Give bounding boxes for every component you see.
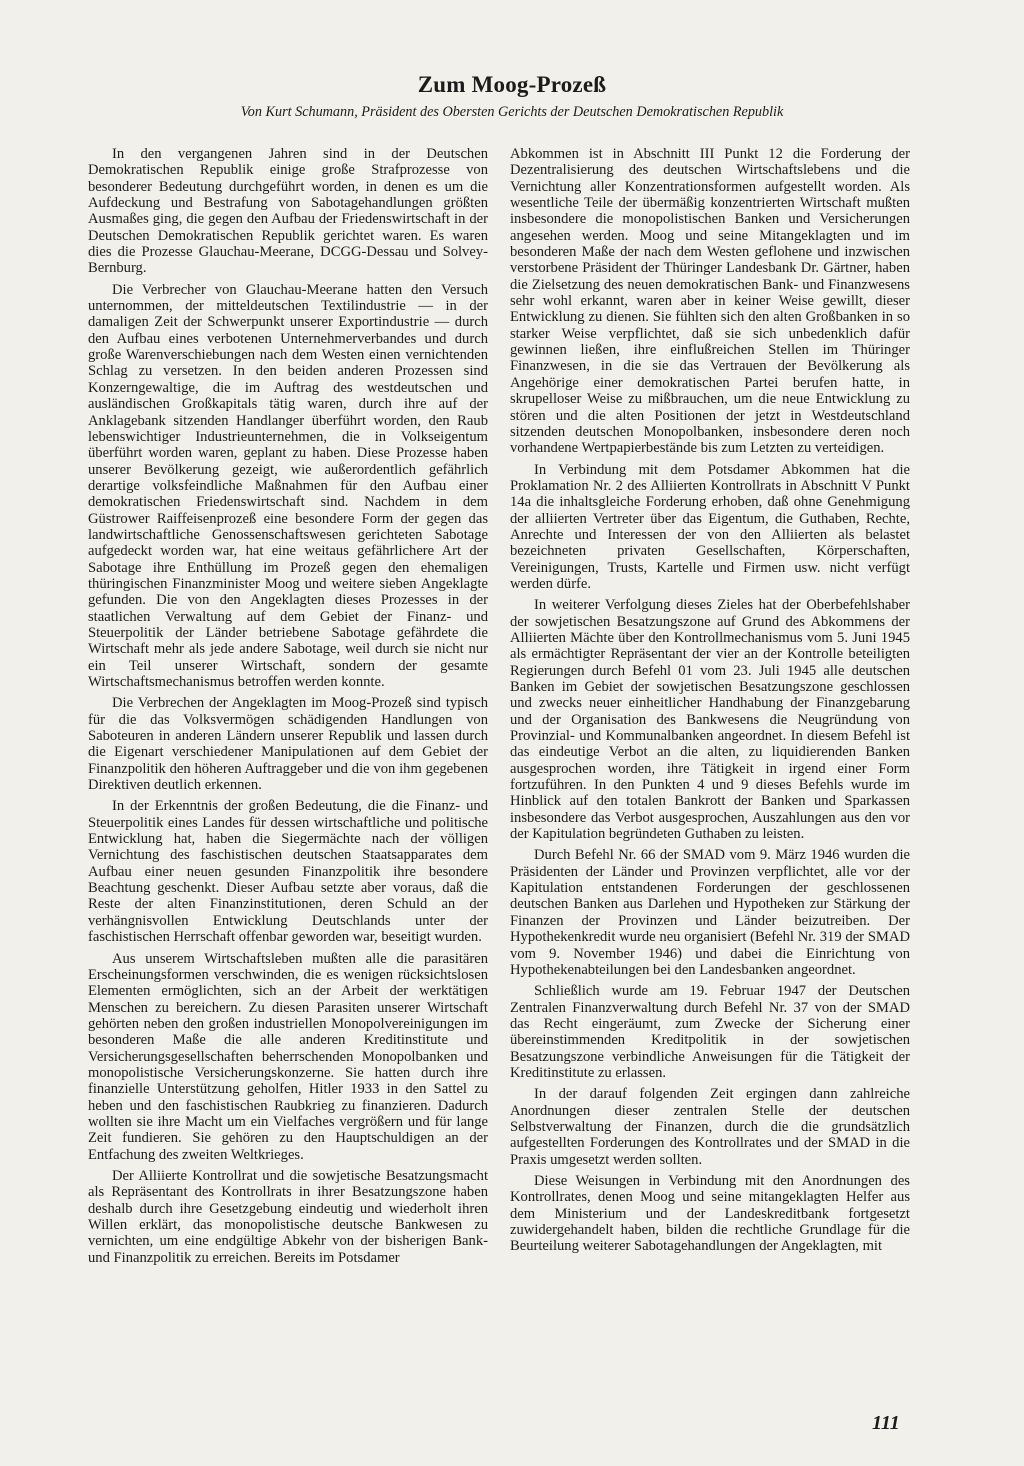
right-column: [510, 146, 910, 1260]
paragraph: Abkommen ist in Abschnitt III Punkt 12 die Forderung der Dezentralisierung des deutschen Wirtschaftslebens und die Vernichtung aller Konzentrationsformen aufgestellt worden. Als wesentliche Teile der übermäßig konzentrierten Wirtschaft mußten insbesondere die monopolistischen Banken und Versicherungen angesehen werden. Moog und seine Mitangeklagten und im besonderen Maße der nach dem Westen geflohene und inzwischen verstorbene Präsident der Thüringer Landesbank Dr. Gärtner, haben die Zielsetzung des neuen demokratischen Bank- und Finanzwesens sehr wohl erkannt, waren aber in keiner Weise gewillt, dieser Entwicklung zu dienen. Sie fühlten sich den alten Großbanken in so starker Weise verpflichtet, daß sie sich unbedenklich dafür gewinnen ließen, ihre einflußreichen Stellen im Thüringer Finanzwesen, in die sie das Vertrauen der Bevölkerung als Angehörige einer demokratischen Partei berufen hatte, in skrupelloser Weise zu mißbrauchen, um die neue Entwicklung zu stören und die alten Positionen der jetzt in Westdeutschland sitzenden deutschen Monopolbanken, insbesondere deren noch vorhandene Wertpapierbestände bis zum Letzten zu verteidigen.: [510, 146, 910, 457]
article-title: Zum Moog-Prozeß: [417, 72, 607, 97]
paragraph: Die Verbrecher von Glauchau-Meerane hatten den Versuch unternommen, der mitteldeutschen Textilindustrie — in der damaligen Zeit der Schwerpunkt unserer Exportindustrie — durch den Aufbau eines verbotenen Unternehmerverbandes und durch große Warenverschiebungen nach dem Westen einen vernichtenden Schlag zu versetzen. In den beiden anderen Prozessen sind Konzerngewaltige, die im Auftrag des westdeutschen und ausländischen Großkapitals tätig waren, durch ihre auf der Anklagebank sitzenden Handlanger überführt worden, den Raub lebenswichtiger Industrieunternehmen, die in Volkseigentum überführt worden waren, geplant zu haben. Diese Prozesse haben unserer Bevölkerung gezeigt, wie außerordentlich gefährlich derartige volksfeindliche Maßnahmen für den Aufbau einer demokratischen Friedenswirtschaft sind. Nachdem in dem Güstrower Raiffeisenprozeß eine besondere Form der gegen das landwirtschaftliche Genossenschaftswesen gerichteten Sabotage aufgedeckt worden war, hat eine weitaus gefährlichere Art der Sabotage ihre Enthüllung im Prozeß gegen den ehemaligen thüringischen Finanzminister Moog und weitere sieben Angeklagte gefunden. Die von den Angeklagten dieses Prozesses in der staatlichen Verwaltung auf dem Gebiet der Finanz- und Steuerpolitik der Länder betriebene Sabotage gefährdete die Wirtschaft mehr als jede andere Sabotage, weil durch sie nicht nur ein Teil unserer Wirtschaft, sondern der gesamte Wirtschaftsmechanismus betroffen werden konnte.: [88, 281, 488, 690]
paragraph: Aus unserem Wirtschaftsleben mußten alle die parasitären Erscheinungsformen verschwinden, die es wenigen rücksichtslosen Elementen ermöglichten, sich an der Arbeit der werktätigen Menschen zu bereichern. Zu diesen Parasiten unserer Wirtschaft gehörten neben den großen industriellen Monopolvereinigungen im besonderen Maße die alle anderen Kreditinstitute und Versicherungsgesellschaften beherrschenden Monopolbanken und monopolistische Versicherungskonzerne. Sie hatten durch ihre finanzielle Unterstützung geholfen, Hitler 1933 in den Sattel zu heben und den faschistischen Raubkrieg zu finanzieren. Dadurch wollten sie ihre Macht um ein Vielfaches vergrößern und für lange Zeit fundieren. Sie gehören zu den Hauptschuldigen an der Entfachung des zweiten Weltkrieges.: [88, 950, 488, 1163]
paragraph: In den vergangenen Jahren sind in der Deutschen Demokratischen Republik einige große Strafprozesse von besonderer Bedeutung durchgeführt worden, in denen es um die Aufdeckung und Bestrafung von Sabotagehandlungen größten Ausmaßes ging, die gegen den Aufbau der Friedenswirtschaft in der Deutschen Demokratischen Republik gerichtet waren. Es waren dies die Prozesse Glauchau-Meerane, DCGG-Dessau und Solvey-Bernburg.: [88, 146, 488, 277]
page-number: 111: [872, 1412, 900, 1434]
paragraph: Die Verbrechen der Angeklagten im Moog-Prozeß sind typisch für die das Volksvermögen schädigenden Handlungen von Saboteuren in anderen Ländern unserer Republik und lassen durch die Eigenart verschiedener Manipulationen auf dem Gebiet der Finanzpolitik den höheren Auftraggeber und die von ihm gegebenen Direktiven deutlich erkennen.: [88, 695, 488, 794]
paragraph: Schließlich wurde am 19. Februar 1947 der Deutschen Zentralen Finanzverwaltung durch Befehl Nr. 37 von der SMAD das Recht eingeräumt, zum Zwecke der Sicherung einer übereinstimmenden Kreditpolitik in der sowjetischen Besatzungszone verbindliche Anweisungen für die Tätigkeit der Kreditinstitute zu erlassen.: [510, 983, 910, 1081]
paragraph: Diese Weisungen in Verbindung mit den Anordnungen des Kontrollrates, denen Moog und seine mitangeklagten Helfer aus dem Ministerium und der Landeskreditbank fortgesetzt zuwidergehandelt haben, bilden die rechtliche Grundlage für die Beurteilung weiterer Sabotagehandlungen der Angeklagten, mit: [510, 1172, 910, 1255]
paragraph: In der darauf folgenden Zeit ergingen dann zahlreiche Anordnungen dieser zentralen Stelle der deutschen Selbstverwaltung der Finanzen, durch die die grundsätzlich aufgestellten Forderungen des Kontrollrates und der SMAD in die Praxis umgesetzt werden sollten.: [510, 1086, 910, 1168]
left-column: [88, 146, 488, 1271]
paragraph: Der Alliierte Kontrollrat und die sowjetische Besatzungsmacht als Repräsentant des Kontrollrats in ihrer Besatzungszone haben deshalb durch ihre Gesetzgebung eindeutig und wiederholt ihren Willen erklärt, das monopolistische deutsche Bankwesen zu vernichten, um eine endgültige Abkehr von der bisherigen Bank- und Finanzpolitik zu erreichen. Bereits im Potsdamer: [88, 1167, 488, 1266]
paragraph: In der Erkenntnis der großen Bedeutung, die die Finanz- und Steuerpolitik eines Landes für dessen wirtschaftliche und politische Entwicklung hat, haben die Siegermächte nach der völligen Vernichtung des faschistischen deutschen Staatsapparates dem Aufbau einer neuen gesunden Finanzpolitik ihre besondere Beachtung geschenkt. Dieser Aufbau setzte aber voraus, daß die Reste der alten Finanzinstitutionen, deren Schuld an der verhängnisvollen Entwicklung Deutschlands unter der faschistischen Herrschaft offenbar geworden war, beseitigt wurden.: [88, 798, 488, 946]
paragraph: In Verbindung mit dem Potsdamer Abkommen hat die Proklamation Nr. 2 des Alliierten Kontrollrats in Abschnitt V Punkt 14a die inhaltsgleiche Forderung erhoben, daß ohne Genehmigung der alliierten Vertreter über das Eigentum, die Guthaben, Rechte, Anrechte und Interessen der von den Alliierten als belastet bezeichneten privaten Gesellschaften, Körperschaften, Vereinigungen, Trusts, Kartelle und Firmen usw. nicht verfügt werden dürfe.: [510, 461, 910, 592]
article-byline: Von Kurt Schumann, Präsident des Obersten Gerichts der Deutschen Demokratischen Republik: [240, 104, 784, 120]
paragraph: Durch Befehl Nr. 66 der SMAD vom 9. März 1946 wurden die Präsidenten der Länder und Provinzen verpflichtet, alle vor der Kapitulation entstandenen Forderungen der geschlossenen deutschen Banken aus Darlehen und Hypotheken zur Stärkung der Finanzen der Provinzen und Länder beizutreiben. Der Hypothekenkredit wurde neu organisiert (Befehl Nr. 319 der SMAD vom 9. November 1946) und dabei die Einrichtung von Hypothekenabteilungen bei den Landesbanken angeordnet.: [510, 847, 910, 978]
paragraph: In weiterer Verfolgung dieses Zieles hat der Oberbefehlshaber der sowjetischen Besatzungszone auf Grund des Abkommens der Alliierten Mächte über den Kontrollmechanismus vom 5. Juni 1945 als ermächtigter Repräsentant der vier an der Kontrolle beteiligten Regierungen durch Befehl 01 vom 23. Juli 1945 alle deutschen Banken im Gebiet der sowjetischen Besatzungszone geschlossen und zwecks neuer einheitlicher Handhabung der Finanzgebarung und der Organisation des Bankwesens die Neugründung von Provinzial- und Kommunalbanken angeordnet. In diesem Befehl ist das eindeutige Verbot an die alten, zu liquidierenden Banken ausgesprochen worden, ihre Tätigkeit in irgend einer Form fortzuführen. In den Punkten 4 und 9 dieses Befehls wurde im Hinblick auf den totalen Bankrott der Banken und Sparkassen insbesondere das Verbot ausgesprochen, Auszahlungen aus den vor der Kapitulation begründeten Guthaben zu leisten.: [510, 597, 910, 843]
